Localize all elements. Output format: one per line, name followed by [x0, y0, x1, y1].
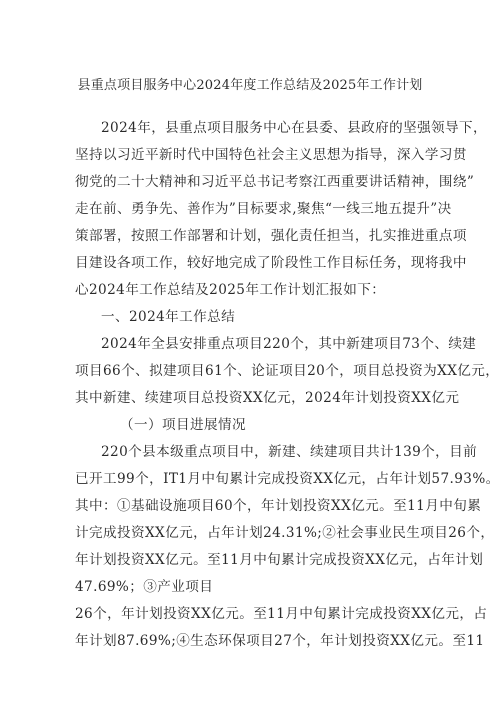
paragraph-line: 其中：①基础设施项目60个，年计划投资XX亿元。至11月中旬累: [75, 498, 482, 514]
paragraph-line: 目建设各项工作，较好地完成了阶段性工作目标任务，现将我中: [75, 255, 467, 271]
paragraph-line: 已开工99个，IT1月中旬累计完成投资XX亿元，占年计划57.93%。: [75, 471, 500, 487]
paragraph-line: 走在前、勇争先、善作为”目标要求,聚焦“一线三地五提升”决: [75, 201, 452, 217]
paragraph-line: 策部署，按照工作部署和计划，强化责任担当，扎实推进重点项: [75, 228, 467, 244]
paragraph-line: 2024年全县安排重点项目220个，其中新建项目73个、续建: [101, 336, 477, 352]
section-heading: 一、2024年工作总结: [101, 309, 236, 325]
paragraph-line: 年计划投资XX亿元。至11月中旬累计完成投资XX亿元，占年计划: [75, 552, 484, 568]
paragraph-line: 2024年，县重点项目服务中心在县委、县政府的坚强领导下，: [101, 120, 488, 136]
paragraph-line: 220个县本级重点项目中，新建、续建项目共计139个，目前: [101, 444, 478, 460]
subsection-heading: （一）项目进展情况: [120, 417, 246, 433]
paragraph-line: 项目66个、拟建项目61个、论证项目20个，项目总投资为XX亿元，: [75, 363, 500, 379]
paragraph-line: 26个，年计划投资XX亿元。至11月中旬累计完成投资XX亿元，占: [75, 606, 488, 622]
paragraph-line: 坚持以习近平新时代中国特色社会主义思想为指导，深入学习贯: [75, 147, 467, 163]
document-title: 县重点项目服务中心2024年度工作总结及2025年工作计划: [77, 78, 423, 93]
paragraph-line: 其中新建、续建项目总投资XX亿元，2024年计划投资XX亿元: [75, 390, 460, 406]
paragraph-line: 心2024年工作总结及2025年工作计划汇报如下：: [75, 282, 386, 298]
paragraph-line: 计完成投资XX亿元，占年计划24.31%;②社会事业民生项目26个，: [75, 525, 495, 541]
paragraph-line: 47.69%；③产业项目: [75, 579, 214, 595]
paragraph-line: 年计划87.69%;④生态环保项目27个，年计划投资XX亿元。至11: [75, 633, 485, 649]
paragraph-line: 彻党的二十大精神和习近平总书记考察江西重要讲话精神，围绕”: [75, 174, 475, 190]
